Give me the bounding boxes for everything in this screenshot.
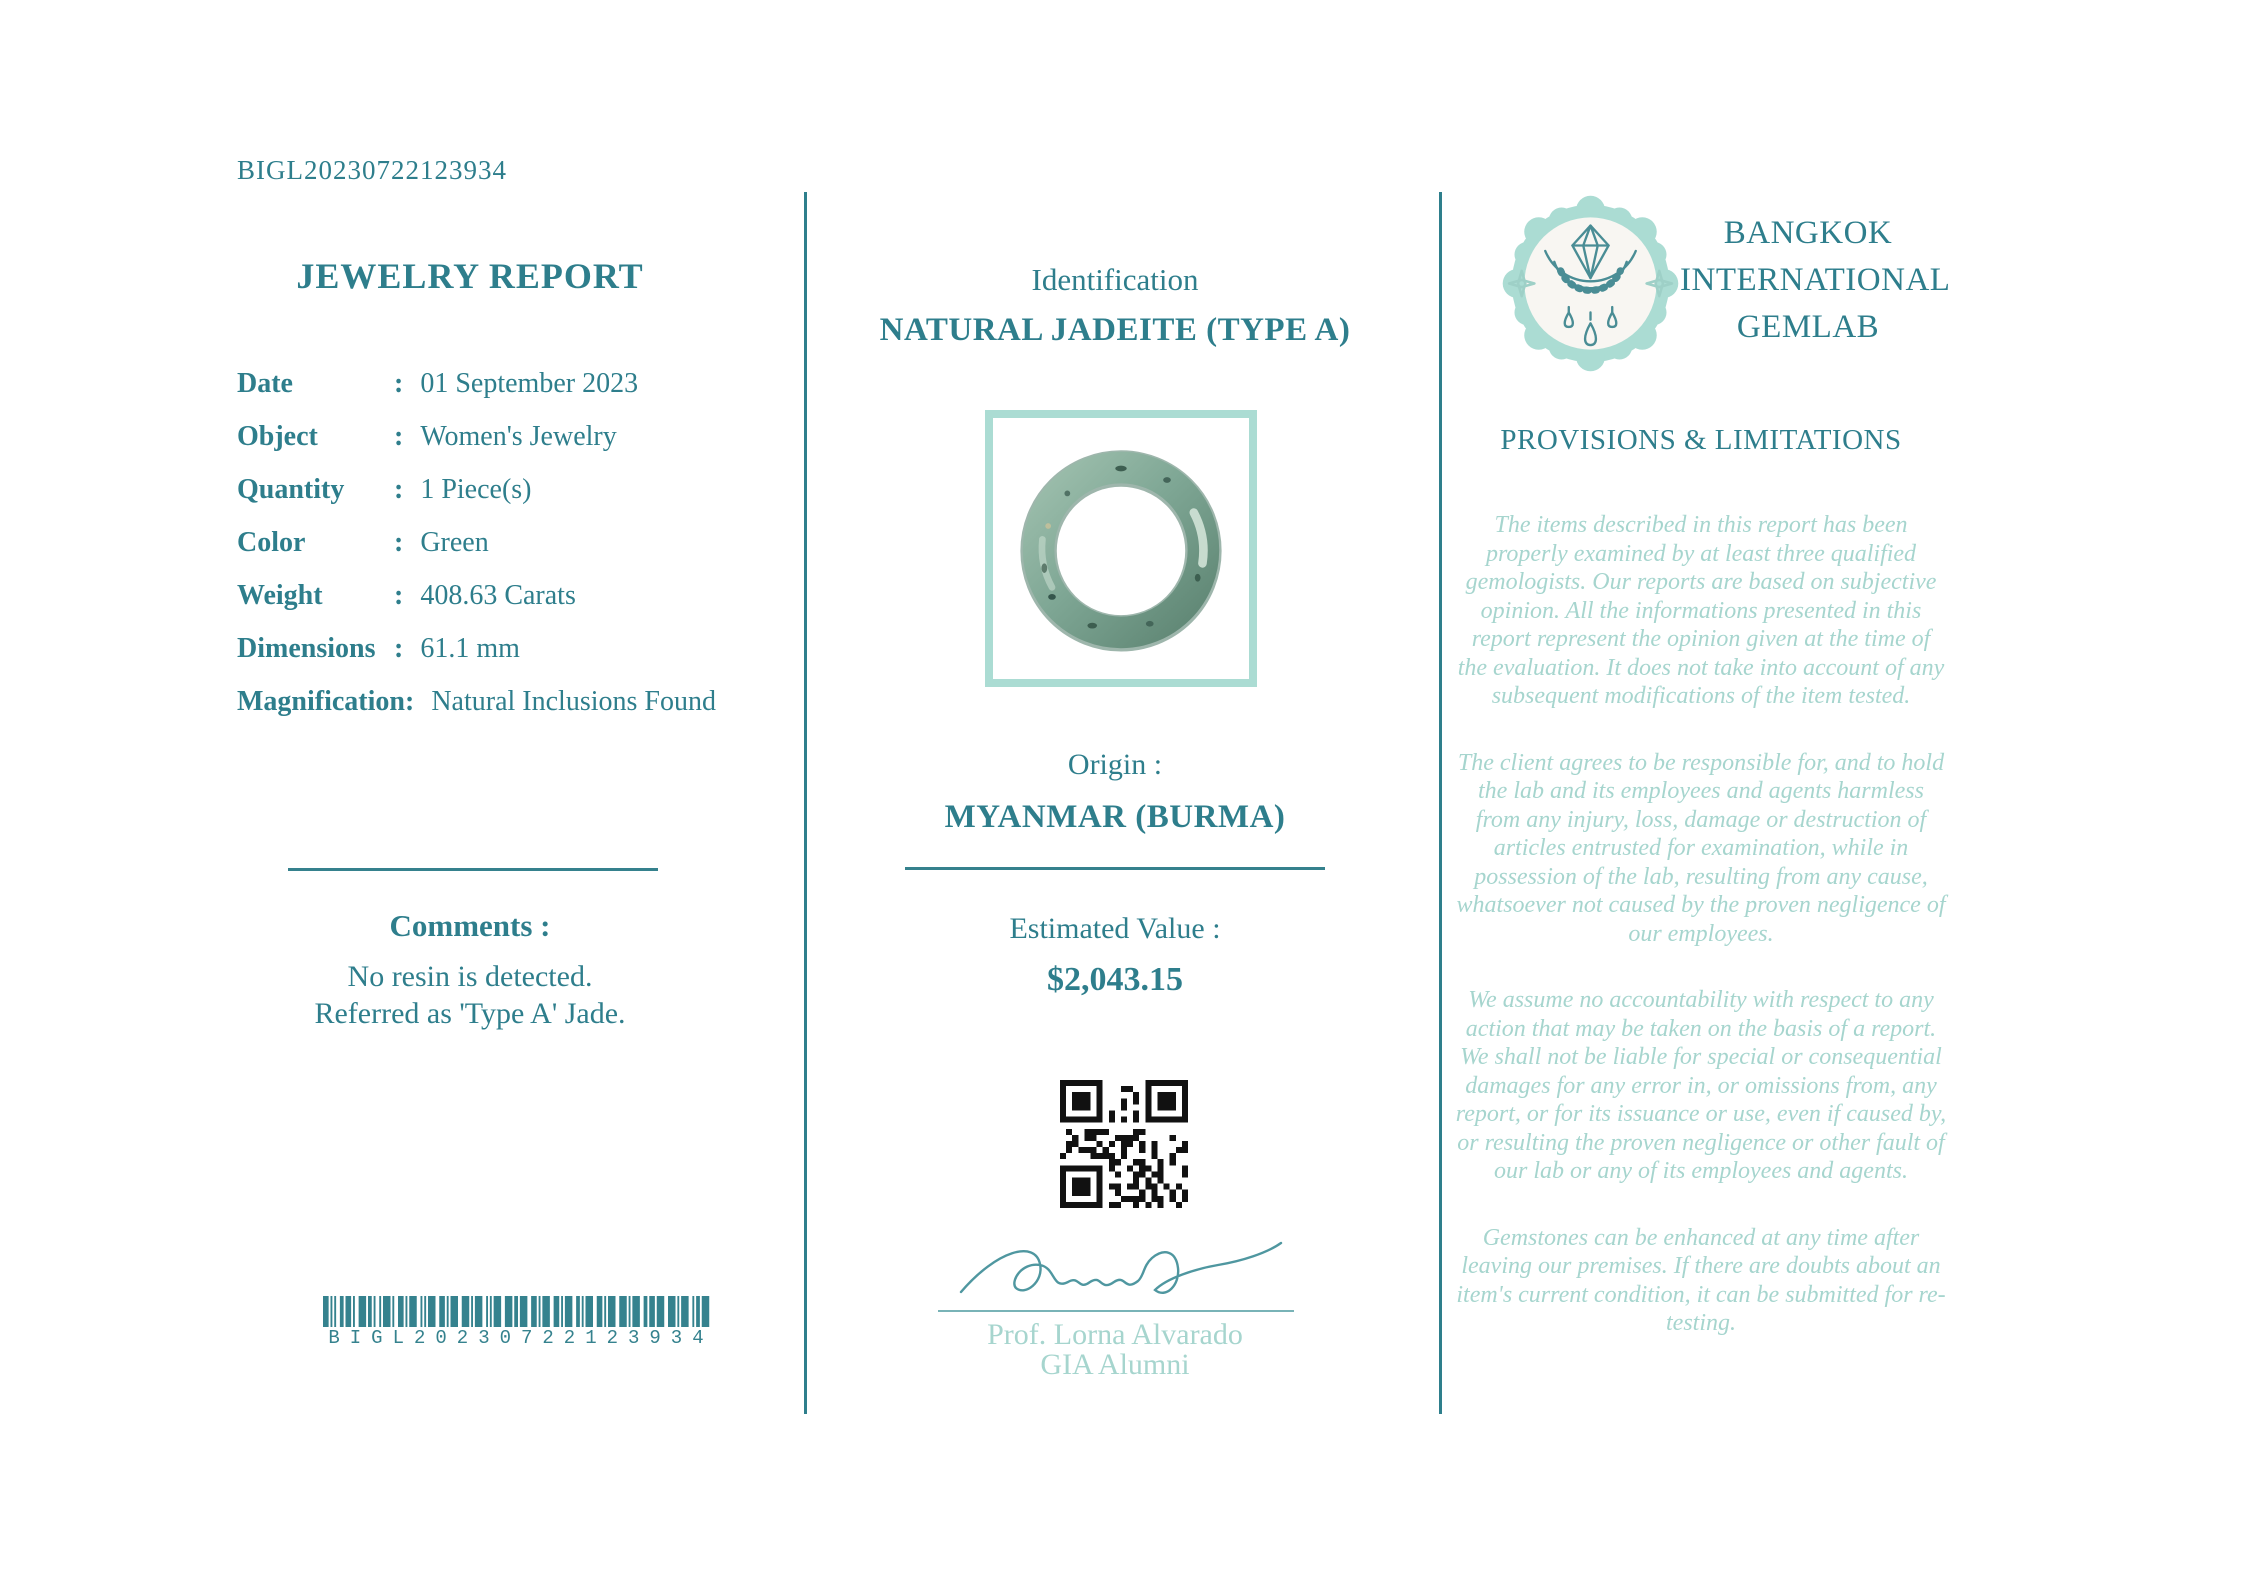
field-value: Women's Jewelry bbox=[420, 421, 617, 452]
signature-line bbox=[938, 1310, 1294, 1312]
gemlab-logo-badge-icon bbox=[1500, 193, 1681, 374]
field-value: 61.1 mm bbox=[420, 633, 520, 664]
report-field-row bbox=[237, 631, 797, 667]
qr-code-image bbox=[1060, 1078, 1188, 1210]
signer-title: GIA Alumni bbox=[1040, 1348, 1190, 1381]
field-colon: : bbox=[394, 580, 404, 611]
signature-stroke bbox=[955, 1238, 1285, 1308]
comments-label: Comments : bbox=[389, 908, 551, 943]
jade-bangle-image bbox=[1006, 434, 1236, 664]
report-field-row bbox=[237, 525, 797, 561]
barcode bbox=[323, 1296, 713, 1327]
field-colon: : bbox=[394, 368, 404, 399]
field-value: 1 Piece(s) bbox=[420, 474, 532, 505]
signature bbox=[955, 1238, 1285, 1308]
identification-value: NATURAL JADEITE (TYPE A) bbox=[879, 312, 1351, 348]
lab-name-line: BANGKOK bbox=[1723, 215, 1893, 251]
comments-line: No resin is detected. bbox=[347, 960, 593, 993]
barcode-bars bbox=[323, 1296, 713, 1327]
report-title: JEWELRY REPORT bbox=[296, 256, 644, 296]
field-value: Green bbox=[420, 527, 489, 558]
field-colon: : bbox=[394, 474, 404, 505]
report-field-row bbox=[237, 578, 797, 614]
signer-name: Prof. Lorna Alvarado bbox=[987, 1318, 1243, 1351]
comments-text bbox=[170, 958, 770, 1032]
provisions-paragraph: The items described in this report has been properly examined by at least three qualified gemologists. Our reports are based on subjective opinion. All the informations presented in this report represent the opinion given at the time of the evaluation. It does not take into account of any subsequent modifications of the item tested. bbox=[1457, 512, 1945, 709]
field-label: Quantity bbox=[237, 474, 345, 505]
identification-label: Identification bbox=[1031, 262, 1199, 297]
report-field-row bbox=[237, 684, 797, 720]
qr-code bbox=[1060, 1078, 1188, 1210]
field-label: Color bbox=[237, 527, 306, 558]
gemlab-logo bbox=[1500, 193, 1681, 376]
jade-bangle-photo bbox=[985, 410, 1257, 687]
comments-line: Referred as 'Type A' Jade. bbox=[314, 997, 626, 1030]
field-label: Magnification bbox=[237, 686, 405, 717]
field-label: Object bbox=[237, 421, 318, 452]
field-label: Date bbox=[237, 368, 293, 399]
provisions-paragraphs bbox=[1455, 511, 1947, 1376]
provisions-paragraph: We assume no accountability with respect to any action that may be taken on the basis of a report. We shall not be liable for special or consequential damages for any error in, or omissions from, any report, or for its issuance or use, even if caused by, or resulting the proven negligence or other fault of our lab or any of its employees and agents. bbox=[1455, 987, 1947, 1184]
provisions-paragraph: Gemstones can be enhanced at any time after leaving our premises. If there are doubts about an item's current condition, it can be submitted for re-testing. bbox=[1456, 1224, 1946, 1336]
field-value: 01 September 2023 bbox=[420, 368, 639, 399]
comments-divider bbox=[288, 868, 658, 871]
provisions-paragraph: The client agrees to be responsible for, and to hold the lab and its employees and agents harmless from any injury, loss, damage or destruction of articles entrusted for examination, while in possession of the lab, resulting from any cause, whatsoever not caused by the proven negligence of our employees. bbox=[1456, 749, 1946, 947]
estimated-value-divider bbox=[905, 867, 1325, 870]
estimated-value: $2,043.15 bbox=[1047, 961, 1183, 998]
column-divider-right bbox=[1439, 192, 1442, 1414]
lab-name-line: INTERNATIONAL bbox=[1680, 262, 1951, 298]
field-colon: : bbox=[394, 633, 404, 664]
provisions-title: PROVISIONS & LIMITATIONS bbox=[1500, 424, 1902, 456]
report-field-row bbox=[237, 366, 797, 402]
field-colon: : bbox=[394, 421, 404, 452]
field-label: Weight bbox=[237, 580, 323, 611]
report-code: BIGL20230722123934 bbox=[237, 155, 507, 185]
barcode-text: BIGL20230722123934 bbox=[328, 1327, 714, 1349]
report-fields bbox=[237, 366, 797, 737]
origin-value: MYANMAR (BURMA) bbox=[944, 799, 1286, 835]
report-field-row bbox=[237, 419, 797, 455]
field-value: Natural Inclusions Found bbox=[431, 686, 716, 717]
estimated-value-label: Estimated Value : bbox=[1009, 912, 1221, 945]
field-label: Dimensions bbox=[237, 633, 376, 664]
lab-name bbox=[1680, 210, 1951, 351]
origin-label: Origin : bbox=[1067, 748, 1163, 781]
field-colon: : bbox=[405, 686, 415, 717]
report-field-row bbox=[237, 472, 797, 508]
lab-name-line: GEMLAB bbox=[1736, 309, 1880, 345]
field-value: 408.63 Carats bbox=[420, 580, 576, 611]
field-colon: : bbox=[394, 527, 404, 558]
